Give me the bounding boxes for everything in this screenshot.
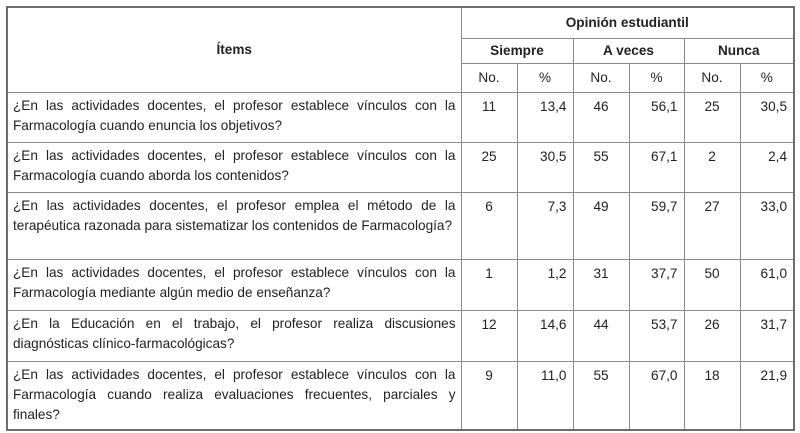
count-cell: 25: [684, 92, 740, 142]
percent-cell: 53,7: [629, 310, 684, 361]
item-text: ¿En la Educación en el trabajo, el profesor realiza discusiones diagnósticas clínico-farmacológicas?: [7, 310, 461, 361]
percent-cell: 67,0: [629, 361, 684, 430]
pct-header: %: [740, 63, 794, 92]
table-row: [7, 310, 794, 361]
opinion-table: [6, 6, 795, 431]
percent-cell: 37,7: [629, 259, 684, 310]
count-cell: 6: [461, 192, 517, 259]
table-row: [7, 361, 794, 430]
count-cell: 31: [573, 259, 629, 310]
item-text: ¿En las actividades docentes, el profesor establece vínculos con la Farmacología mediante algún medio de enseñanza?: [7, 259, 461, 310]
item-text: ¿En las actividades docentes, el profesor establece vínculos con la Farmacología cuando realiza evaluaciones frecuentes, parciales y finales?: [7, 361, 461, 430]
percent-cell: 1,2: [517, 259, 573, 310]
percent-cell: 14,6: [517, 310, 573, 361]
table-row: [7, 142, 794, 192]
count-cell: 12: [461, 310, 517, 361]
percent-cell: 56,1: [629, 92, 684, 142]
pct-header: %: [517, 63, 573, 92]
nunca-header: Nunca: [684, 38, 794, 63]
table-row: [7, 192, 794, 259]
percent-cell: 7,3: [517, 192, 573, 259]
pct-header: %: [629, 63, 684, 92]
siempre-header: Siempre: [461, 38, 573, 63]
items-header: Ítems: [7, 7, 461, 92]
count-cell: 26: [684, 310, 740, 361]
count-cell: 46: [573, 92, 629, 142]
count-cell: 11: [461, 92, 517, 142]
percent-cell: 11,0: [517, 361, 573, 430]
aveces-header: A veces: [573, 38, 684, 63]
percent-cell: 2,4: [740, 142, 794, 192]
percent-cell: 21,9: [740, 361, 794, 430]
count-cell: 2: [684, 142, 740, 192]
count-cell: 50: [684, 259, 740, 310]
count-cell: 55: [573, 142, 629, 192]
count-cell: 44: [573, 310, 629, 361]
item-text: ¿En las actividades docentes, el profesor emplea el método de la terapéutica razonada para sistematizar los contenidos de Farmacología?: [7, 192, 461, 259]
percent-cell: 30,5: [740, 92, 794, 142]
percent-cell: 59,7: [629, 192, 684, 259]
opinion-group-header: Opinión estudiantil: [461, 7, 794, 38]
percent-cell: 31,7: [740, 310, 794, 361]
no-header: No.: [684, 63, 740, 92]
count-cell: 25: [461, 142, 517, 192]
count-cell: 18: [684, 361, 740, 430]
count-cell: 1: [461, 259, 517, 310]
item-text: ¿En las actividades docentes, el profesor establece vínculos con la Farmacología cuando enuncia los objetivos?: [7, 92, 461, 142]
percent-cell: 13,4: [517, 92, 573, 142]
item-text: ¿En las actividades docentes, el profesor establece vínculos con la Farmacología cuando aborda los contenidos?: [7, 142, 461, 192]
table-row: [7, 92, 794, 142]
percent-cell: 61,0: [740, 259, 794, 310]
no-header: No.: [573, 63, 629, 92]
no-header: No.: [461, 63, 517, 92]
table-row: [7, 259, 794, 310]
count-cell: 49: [573, 192, 629, 259]
count-cell: 55: [573, 361, 629, 430]
percent-cell: 33,0: [740, 192, 794, 259]
count-cell: 27: [684, 192, 740, 259]
count-cell: 9: [461, 361, 517, 430]
percent-cell: 67,1: [629, 142, 684, 192]
percent-cell: 30,5: [517, 142, 573, 192]
